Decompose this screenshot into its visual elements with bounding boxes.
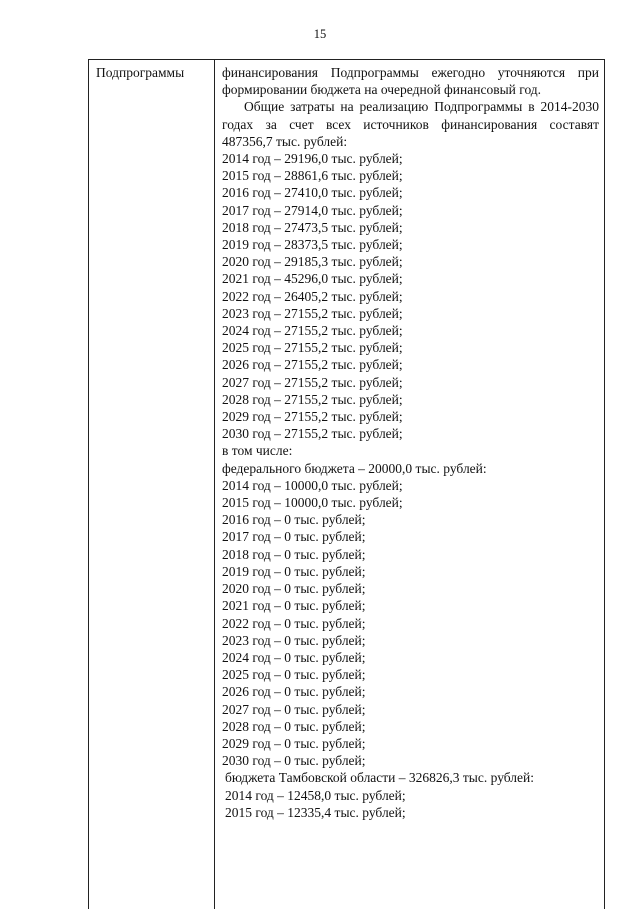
total-year-line: 2014 год – 29196,0 тыс. рублей; xyxy=(222,151,403,167)
regional-year-line: 2014 год – 12458,0 тыс. рублей; xyxy=(225,787,406,803)
total-year-line: 2022 год – 26405,2 тыс. рублей; xyxy=(222,288,403,304)
federal-year-line: 2018 год – 0 тыс. рублей; xyxy=(222,546,366,562)
federal-by-year-list xyxy=(222,477,599,769)
column-divider xyxy=(214,60,215,909)
federal-year-line: 2025 год – 0 тыс. рублей; xyxy=(222,667,366,683)
row-label-cell: Подпрограммы xyxy=(96,65,185,80)
federal-year-line: 2029 год – 0 тыс. рублей; xyxy=(222,735,366,751)
federal-year-line: 2021 год – 0 тыс. рублей; xyxy=(222,598,366,614)
total-year-line: 2015 год – 28861,6 тыс. рублей; xyxy=(222,168,403,184)
federal-year-line: 2016 год – 0 тыс. рублей; xyxy=(222,512,366,528)
including-label: в том числе: xyxy=(222,443,293,459)
funding-table xyxy=(88,59,605,909)
federal-year-line: 2023 год – 0 тыс. рублей; xyxy=(222,632,366,648)
total-by-year-list xyxy=(222,150,599,442)
total-year-line: 2026 год – 27155,2 тыс. рублей; xyxy=(222,357,403,373)
federal-year-line: 2027 год – 0 тыс. рублей; xyxy=(222,701,366,717)
regional-budget-heading: бюджета Тамбовской области – 326826,3 тыс. рублей: xyxy=(225,770,535,786)
total-year-line: 2021 год – 45296,0 тыс. рублей; xyxy=(222,271,403,287)
federal-year-line: 2024 год – 0 тыс. рублей; xyxy=(222,649,366,665)
total-year-line: 2024 год – 27155,2 тыс. рублей; xyxy=(222,323,403,339)
total-cost-paragraph: Общие затраты на реализацию Подпрограммы в 2014-2030 годах за счет всех источников финансирования составят 487356,7 тыс. рублей: xyxy=(222,99,599,149)
federal-year-line: 2015 год – 10000,0 тыс. рублей; xyxy=(222,495,403,511)
total-year-line: 2028 год – 27155,2 тыс. рублей; xyxy=(222,391,403,407)
total-year-line: 2020 год – 29185,3 тыс. рублей; xyxy=(222,254,403,270)
total-year-line: 2029 год – 27155,2 тыс. рублей; xyxy=(222,409,403,425)
federal-year-line: 2028 год – 0 тыс. рублей; xyxy=(222,718,366,734)
total-year-line: 2017 год – 27914,0 тыс. рублей; xyxy=(222,202,403,218)
federal-year-line: 2014 год – 10000,0 тыс. рублей; xyxy=(222,477,403,493)
federal-year-line: 2020 год – 0 тыс. рублей; xyxy=(222,581,366,597)
regional-by-year-list xyxy=(222,787,599,821)
federal-budget-heading: федерального бюджета – 20000,0 тыс. рублей: xyxy=(222,460,487,476)
federal-year-line: 2026 год – 0 тыс. рублей; xyxy=(222,684,366,700)
row-content-cell xyxy=(222,64,599,821)
federal-year-line: 2019 год – 0 тыс. рублей; xyxy=(222,563,366,579)
federal-year-line: 2022 год – 0 тыс. рублей; xyxy=(222,615,366,631)
federal-year-line: 2017 год – 0 тыс. рублей; xyxy=(222,529,366,545)
federal-year-line: 2030 год – 0 тыс. рублей; xyxy=(222,753,366,769)
total-year-line: 2025 год – 27155,2 тыс. рублей; xyxy=(222,340,403,356)
total-year-line: 2018 год – 27473,5 тыс. рублей; xyxy=(222,219,403,235)
intro-paragraph: финансирования Подпрограммы ежегодно уточняются при формировании бюджета на очередной финансовый год. xyxy=(222,65,599,98)
total-year-line: 2023 год – 27155,2 тыс. рублей; xyxy=(222,305,403,321)
total-year-line: 2019 год – 28373,5 тыс. рублей; xyxy=(222,237,403,253)
total-year-line: 2027 год – 27155,2 тыс. рублей; xyxy=(222,374,403,390)
total-year-line: 2030 год – 27155,2 тыс. рублей; xyxy=(222,426,403,442)
regional-year-line: 2015 год – 12335,4 тыс. рублей; xyxy=(225,804,406,820)
page-number: 15 xyxy=(313,27,327,41)
total-year-line: 2016 год – 27410,0 тыс. рублей; xyxy=(222,185,403,201)
